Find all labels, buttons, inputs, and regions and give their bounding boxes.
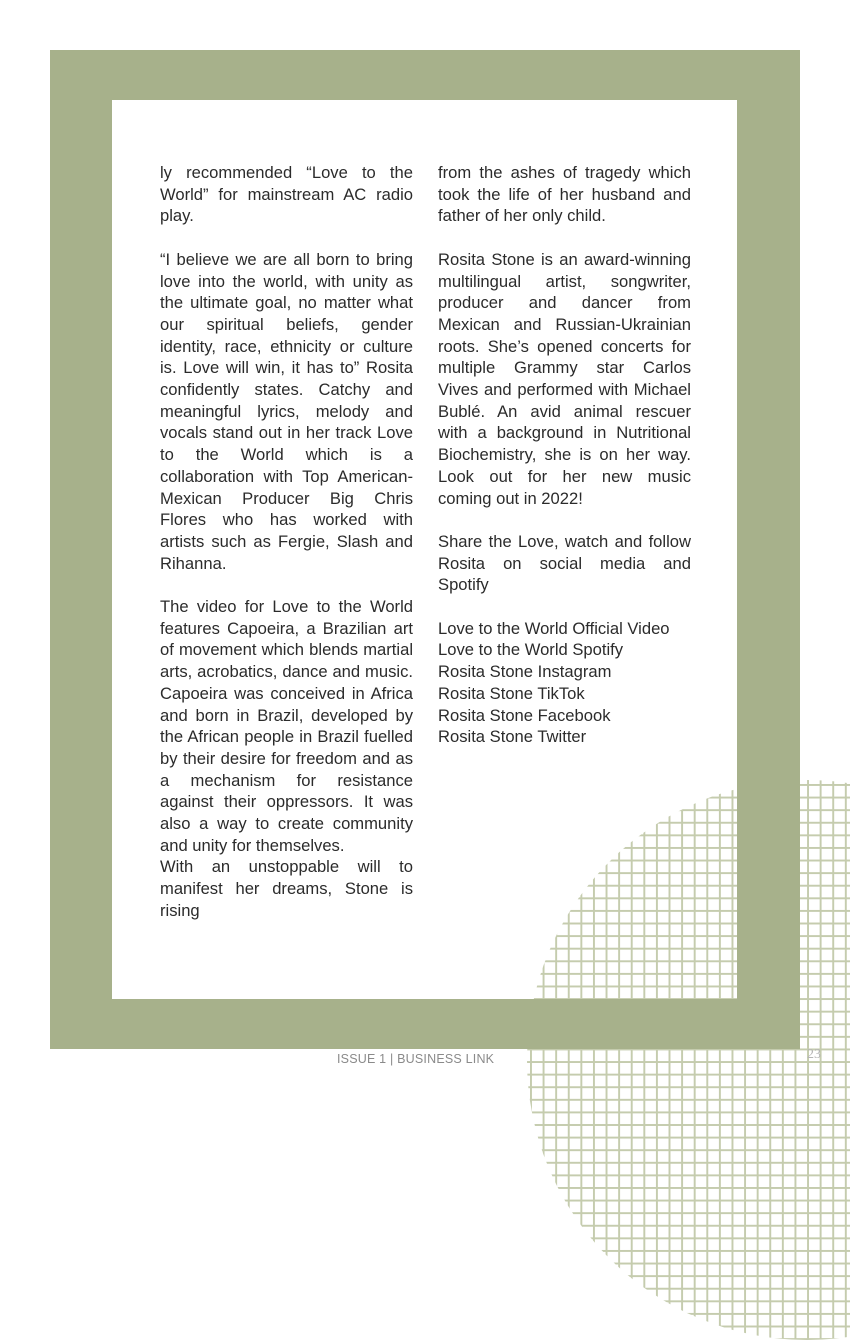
social-links-list: [438, 618, 691, 748]
page-number: 23: [807, 1047, 821, 1062]
paragraph-tragedy: from the ashes of tragedy which took the life of her husband and father of her only child.: [438, 163, 691, 226]
paragraph-quote: “I believe we are all born to bring love into the world, with unity as the ultimate goal, no matter what our spiritual beliefs, gender identity, race, ethnicity or culture is. Love will win, it has to” Rosita confidently states. Catchy and meaningful lyrics, melody and vocals stand out in her track Love to the World which is a collaboration with Top American-Mexican Producer Big Chris Flores who has worked with artists such as Fergie, Slash and Rihanna.: [160, 249, 413, 573]
link-facebook[interactable]: Rosita Stone Facebook: [438, 705, 611, 725]
frame-border-right: [737, 50, 800, 1049]
link-spotify[interactable]: Love to the World Spotify: [438, 640, 624, 660]
link-instagram[interactable]: Rosita Stone Instagram: [438, 662, 612, 682]
link-tiktok[interactable]: Rosita Stone TikTok: [438, 683, 585, 703]
footer-publication: ISSUE 1 | BUSINESS LINK: [337, 1052, 495, 1066]
paragraph-bio: Rosita Stone is an award-winning multilingual artist, songwriter, producer and dancer from Mexican and Russian-Ukrainian roots. She’s opened concerts for multiple Grammy star Carlos Vives and performed with Michael Bublé. An avid animal rescuer with a background in Nutritional Biochemistry, she is on her way. Look out for her new music coming out in 2022!: [438, 249, 691, 508]
link-twitter[interactable]: Rosita Stone Twitter: [438, 727, 587, 747]
paragraph-rising: With an unstoppable will to manifest her dreams, Stone is rising: [160, 857, 413, 920]
paragraph-capoeira: The video for Love to the World features Capoeira, a Brazilian art of movement which blends martial arts, acrobatics, dance and music. Capoeira was conceived in Africa and born in Brazil, developed by the African people in Brazil fuelled by their desire for freedom and as a mechanism for resistance against their oppressors. It was also a way to create community and unity for themselves.: [160, 597, 413, 855]
article-column-right: [438, 162, 691, 748]
frame-border-bottom: [50, 999, 800, 1049]
frame-border-left: [50, 50, 112, 1049]
paragraph-share: Share the Love, watch and follow Rosita on social media and Spotify: [438, 531, 691, 595]
link-official-video[interactable]: Love to the World Official Video: [438, 618, 670, 638]
article-column-left: [160, 162, 413, 922]
paragraph-radio-recommendation: ly recommended “Love to the World” for mainstream AC radio play.: [160, 163, 413, 226]
frame-border-top: [50, 50, 800, 100]
